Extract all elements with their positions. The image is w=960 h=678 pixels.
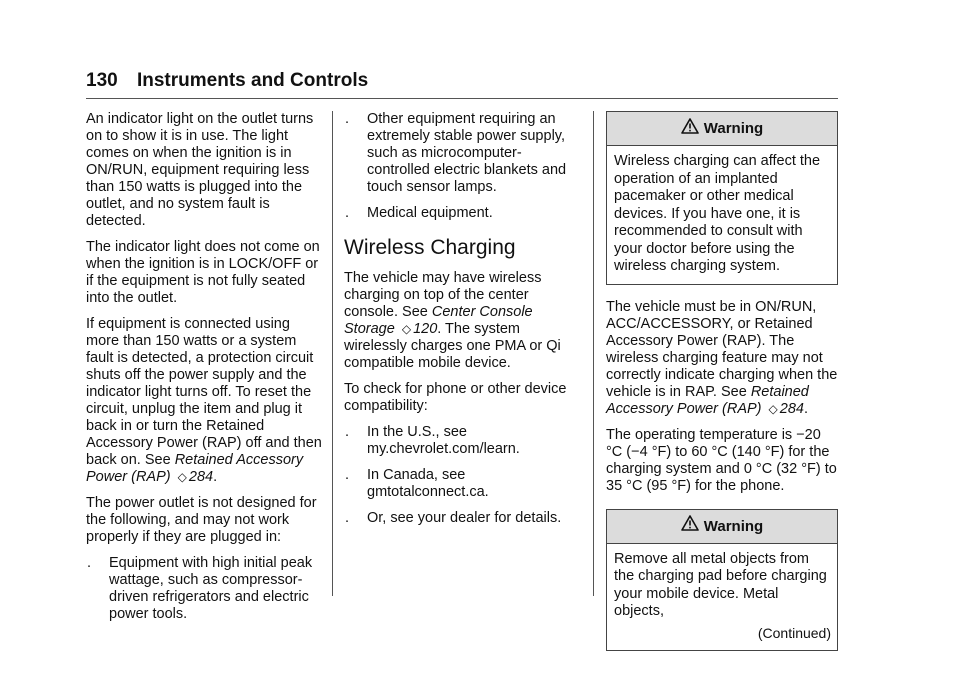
page-reference-number[interactable]: 284	[188, 469, 214, 485]
punctuation: .	[213, 469, 218, 485]
list-item	[344, 467, 584, 501]
page-reference-number[interactable]: 120	[413, 321, 438, 337]
column-middle	[344, 111, 584, 536]
list-item-text: In Canada, see gmtotalconnect.ca.	[367, 467, 489, 500]
column-right	[606, 111, 838, 665]
bullet-marker: .	[345, 424, 350, 440]
list-item	[344, 205, 584, 222]
list-item-text: Medical equipment.	[367, 205, 493, 221]
list-item-text: In the U.S., see my.chevrolet.com/learn.	[367, 424, 520, 457]
page-reference-icon: ◇	[401, 322, 412, 336]
bullet-marker: .	[345, 467, 350, 483]
bullet-marker: .	[345, 111, 350, 127]
paragraph: The indicator light does not come on when the ignition is in LOCK/OFF or if the equipment is not fully seated into the outlet.	[86, 239, 320, 306]
warning-body-text: Remove all metal objects from the charging pad before charging your mobile device. Metal objects,	[614, 550, 827, 619]
list-item-text: Other equipment requiring an extremely stable power supply, such as microcomputer-controlled electric blankets and touch sensor lamps.	[367, 111, 567, 195]
bullet-marker: .	[87, 555, 92, 571]
paragraph: An indicator light on the outlet turns on to show it is in use. The light comes on when the ignition is in ON/RUN, equipment requiring less than 150 watts is plugged into the outlet, and no system fault is detected.	[86, 111, 314, 229]
page-number: 130	[86, 70, 118, 91]
bullet-marker: .	[345, 510, 350, 526]
warning-text: Wireless charging can affect the operation of an implanted pacemaker or other medical devices. If you have one, it is recommended to consult with your doctor before using the wireless charging system.	[614, 153, 821, 274]
page-reference-icon: ◇	[177, 470, 187, 484]
warning-label: Warning	[703, 120, 764, 137]
paragraph-text: . The system wirelessly charges one PMA or Qi compatible mobile device.	[344, 321, 561, 371]
warning-triangle-icon	[681, 113, 699, 146]
list-item	[344, 111, 584, 196]
column-left	[86, 111, 324, 632]
page-header	[86, 70, 368, 92]
warning-text	[607, 544, 837, 651]
list-item-text: Or, see your dealer for details.	[367, 510, 562, 526]
paragraph-text: The vehicle must be in ON/RUN, ACC/ACCESSORY, or Retained Accessory Power (RAP). The wireless charging feature may not correctly indicate charging when the vehicle is in RAP. See	[606, 298, 838, 400]
paragraph	[606, 299, 838, 418]
paragraph	[344, 270, 584, 372]
paragraph: The operating temperature is −20 °C (−4 °F) to 60 °C (140 °F) for the charging system and 0 °C (32 °F) to 35 °C (95 °F) for the phone.	[606, 426, 837, 494]
list-item	[344, 510, 584, 527]
page-reference-number[interactable]: 284	[779, 400, 804, 417]
paragraph-text: The vehicle may have wireless charging on top of the center console. See	[344, 270, 542, 320]
list-item-text: Equipment with high initial peak wattage, such as compressor-driven refrigerators and electric power tools.	[109, 555, 313, 622]
column-divider	[593, 111, 594, 596]
cross-reference-link[interactable]: Retained Accessory Power (RAP)	[86, 452, 304, 485]
cross-reference-link[interactable]: Retained Accessory Power (RAP)	[606, 383, 809, 417]
column-divider	[332, 111, 333, 596]
page-reference-icon: ◇	[768, 401, 778, 416]
paragraph: To check for phone or other device compatibility:	[344, 381, 567, 414]
paragraph	[86, 316, 324, 486]
list-item	[86, 555, 324, 623]
chapter-title: Instruments and Controls	[136, 70, 369, 91]
paragraph-text: If equipment is connected using more than 150 watts or a system fault is detected, a protection circuit shuts off the power supply and the indicator light turns off. To reset the circuit, unplug the item and plug it back in or turn the Retained Accessory Power (RAP) off and then back on. See	[86, 316, 322, 468]
paragraph: The power outlet is not designed for the following, and may not work properly if they are plugged in:	[86, 495, 317, 545]
continued-label: (Continued)	[757, 624, 831, 641]
cross-reference-link[interactable]: Center Console Storage	[344, 304, 533, 337]
header-rule	[86, 98, 838, 99]
warning-box	[606, 509, 838, 652]
warning-triangle-icon	[681, 510, 699, 543]
warning-header	[607, 112, 837, 146]
warning-box	[606, 111, 838, 285]
warning-label: Warning	[703, 517, 764, 535]
punctuation: .	[803, 400, 809, 417]
list-item	[344, 424, 584, 458]
section-heading: Wireless Charging	[344, 236, 516, 259]
warning-header	[607, 510, 837, 544]
bullet-marker: .	[345, 205, 350, 221]
